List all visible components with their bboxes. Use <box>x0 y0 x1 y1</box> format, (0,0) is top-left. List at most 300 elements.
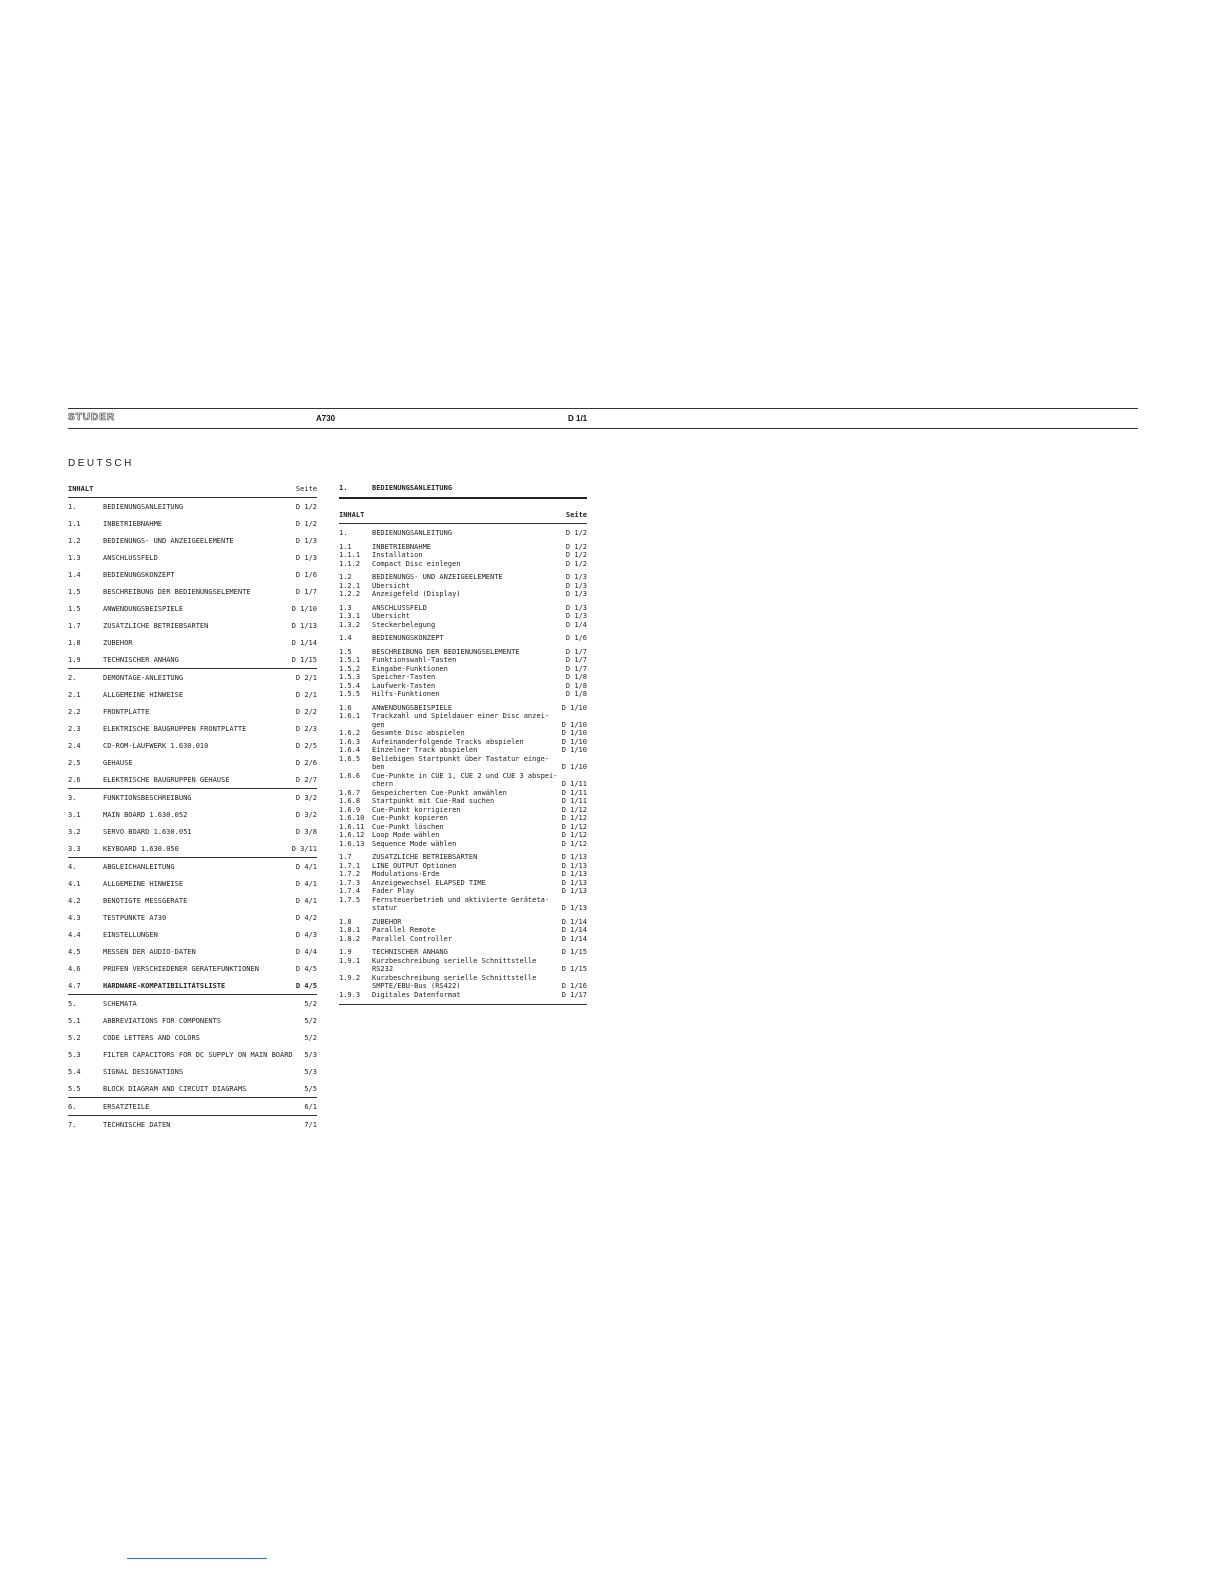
toc-page: 5/3 <box>304 1050 317 1059</box>
toc-row <box>68 600 317 617</box>
toc-page: D 1/15 <box>291 655 317 664</box>
toc-page: D 4/5 <box>295 964 317 973</box>
detail-page: D 1/12 <box>561 839 587 848</box>
detail-title: Cue-Punkte in CUE 1, CUE 2 und CUE 3 abspei- <box>372 771 558 780</box>
toc-num: 4.1 <box>68 879 81 888</box>
detail-title: gen <box>372 720 385 729</box>
detail-row <box>339 543 587 552</box>
detail-number: 1.5 <box>339 647 352 656</box>
detail-page: D 1/12 <box>561 822 587 831</box>
toc-page: D 1/7 <box>295 587 317 596</box>
detail-page <box>559 712 587 721</box>
detail-page: D 1/4 <box>565 620 587 629</box>
detail-page: D 1/3 <box>565 573 587 581</box>
detail-number <box>339 763 372 772</box>
toc-num: 1. <box>68 502 77 511</box>
detail-page: D 1/12 <box>561 814 587 822</box>
detail-number: 1.7.4 <box>339 887 361 895</box>
detail-title: Eingabe-Funktionen <box>372 664 448 673</box>
detail-title: Speicher-Tasten <box>372 673 436 681</box>
detail-header-rule <box>339 523 587 524</box>
detail-title: chern <box>372 780 394 788</box>
toc-row <box>68 771 317 788</box>
toc-num: 1.7 <box>68 621 81 630</box>
toc-page: D 2/1 <box>295 690 317 699</box>
detail-row <box>339 926 587 935</box>
detail-row <box>339 957 587 966</box>
detail-title: Trackzahl und Spieldauer einer Disc anzei- <box>372 712 550 720</box>
toc-num: 6. <box>68 1102 77 1111</box>
detail-number: 1.8.1 <box>339 926 361 934</box>
detail-end-rule <box>339 1004 587 1005</box>
detail-row <box>339 712 587 721</box>
toc-row <box>68 840 317 857</box>
toc-row <box>68 583 317 600</box>
detail-title: Compact Disc einlegen <box>372 559 461 568</box>
detail-title: Startpunkt mit Cue-Rad suchen <box>372 797 495 805</box>
detail-page: D 1/10 <box>561 737 587 746</box>
model-label: A730 <box>316 414 336 423</box>
detail-page: D 1/11 <box>561 788 587 797</box>
detail-number: 1.3 <box>339 603 352 612</box>
toc-title: BESCHREIBUNG DER BEDIENUNGSELEMENTE <box>103 587 251 596</box>
toc-page: D 4/1 <box>295 896 317 905</box>
detail-title: BEDIENUNGSANLEITUNG <box>372 529 453 537</box>
toc-num: 2.5 <box>68 758 81 767</box>
detail-number <box>339 965 372 974</box>
toc-num: 1.4 <box>68 570 81 579</box>
detail-page <box>559 772 587 781</box>
detail-title: Fader Play <box>372 887 415 895</box>
toc-title: ZUBEHÖR <box>103 638 133 647</box>
toc-title: PRÜFEN VERSCHIEDENER GERÄTEFUNKTIONEN <box>103 964 259 973</box>
detail-title: ZUSÄTZLICHE BETRIEBSARTEN <box>372 853 478 861</box>
detail-number: 1.9.1 <box>339 956 361 965</box>
toc-row <box>68 532 317 549</box>
detail-page: D 1/6 <box>565 634 587 642</box>
detail-group <box>339 529 587 538</box>
detail-row <box>339 879 587 888</box>
detail-title: Parallel Remote <box>372 926 436 934</box>
toc-page: D 2/6 <box>295 758 317 767</box>
detail-row <box>339 772 587 781</box>
detail-row <box>339 604 587 613</box>
detail-title: Übersicht <box>372 612 410 620</box>
toc-row <box>68 1046 317 1063</box>
detail-title: BEDIENUNGS- UND ANZEIGEELEMENTE <box>372 573 503 581</box>
detail-title: Digitales Datenformat <box>372 990 461 999</box>
detail-title: ben <box>372 763 385 771</box>
toc-title: EINSTELLUNGEN <box>103 930 158 939</box>
toc-num: 1.5 <box>68 604 81 613</box>
detail-title: Übersicht <box>372 581 410 590</box>
toc-page: D 4/1 <box>295 862 317 871</box>
detail-page-heading: Seite <box>565 511 587 519</box>
detail-title: Cue-Punkt löschen <box>372 822 444 831</box>
toc-page: D 1/2 <box>295 519 317 528</box>
detail-page <box>559 957 587 966</box>
toc-num: 2. <box>68 673 77 682</box>
detail-page: D 1/2 <box>565 542 587 551</box>
toc-row <box>68 754 317 771</box>
detail-number: 1.5.2 <box>339 664 361 673</box>
toc-row <box>68 909 317 926</box>
toc-row <box>68 634 317 651</box>
toc-row <box>68 892 317 909</box>
detail-page: D 1/12 <box>561 831 587 839</box>
toc-title: ABGLEICHANLEITUNG <box>103 862 175 871</box>
detail-groups <box>339 529 587 999</box>
detail-title: Einzelner Track abspielen <box>372 746 478 754</box>
detail-row <box>339 870 587 879</box>
toc-page: D 3/2 <box>295 810 317 819</box>
detail-row <box>339 634 587 643</box>
detail-number: 1.5.5 <box>339 690 361 698</box>
detail-number <box>339 982 372 991</box>
detail-row <box>339 948 587 957</box>
toc-row <box>68 651 317 668</box>
detail-page: D 1/15 <box>561 948 587 956</box>
toc-row <box>68 686 317 703</box>
detail-number: 1.6.8 <box>339 797 361 805</box>
detail-title: Sequence Mode wählen <box>372 839 457 848</box>
detail-row <box>339 814 587 823</box>
toc-num: 2.1 <box>68 690 81 699</box>
detail-page: D 1/13 <box>561 861 587 870</box>
toc-title: BENÖTIGTE MESSGERÄTE <box>103 896 188 905</box>
detail-header-row <box>339 509 587 521</box>
toc-row <box>68 1029 317 1046</box>
toc-num: 4.2 <box>68 896 81 905</box>
detail-group <box>339 543 587 569</box>
toc-page: D 1/3 <box>295 553 317 562</box>
detail-title: Gespeicherten Cue-Punkt anwählen <box>372 788 507 797</box>
detail-title: Beliebigen Startpunkt über Tastatur einge- <box>372 754 550 763</box>
toc-title: CD-ROM-LAUFWERK 1.630.010 <box>103 741 209 750</box>
detail-page: D 1/2 <box>565 551 587 559</box>
detail-row <box>339 721 587 730</box>
toc-num: 1.8 <box>68 638 81 647</box>
detail-group <box>339 853 587 913</box>
toc-title: KEYBOARD 1.630.050 <box>103 844 179 853</box>
toc-title: TESTPUNKTE A730 <box>103 913 167 922</box>
detail-title: ANWENDUNGSBEISPIELE <box>372 703 453 712</box>
detail-page <box>559 896 587 905</box>
detail-title: BEDIENUNGSKONZEPT <box>372 634 444 642</box>
detail-group <box>339 918 587 944</box>
detail-page: D 1/13 <box>561 904 587 912</box>
detail-number: 1.5.1 <box>339 656 361 664</box>
toc-num: 5. <box>68 999 77 1008</box>
detail-row <box>339 806 587 815</box>
toc-page: D 3/11 <box>291 844 317 853</box>
detail-row <box>339 789 587 798</box>
detail-page: D 1/7 <box>565 656 587 664</box>
toc-num: 5.4 <box>68 1067 81 1076</box>
detail-group <box>339 604 587 630</box>
detail-page: D 1/16 <box>561 982 587 990</box>
detail-page: D 1/3 <box>565 603 587 612</box>
detail-row <box>339 763 587 772</box>
toc-num: 5.1 <box>68 1016 81 1025</box>
detail-page: D 1/11 <box>561 780 587 788</box>
toc-title: SERVO BOARD 1.630.051 <box>103 827 192 836</box>
toc-row <box>68 806 317 823</box>
toc-num: 2.4 <box>68 741 81 750</box>
detail-row <box>339 965 587 974</box>
detail-page: D 1/8 <box>565 690 587 698</box>
detail-number: 1.3.1 <box>339 612 361 620</box>
toc-title: FILTER CAPACITORS FOR DC SUPPLY ON MAIN BOARD <box>103 1050 293 1059</box>
detail-number: 1.6.3 <box>339 737 361 746</box>
detail-page: D 1/14 <box>561 934 587 943</box>
detail-number: 1.7.1 <box>339 861 361 870</box>
detail-row <box>339 690 587 699</box>
toc-num: 2.3 <box>68 724 81 733</box>
detail-title: Laufwerk-Tasten <box>372 681 436 690</box>
footer-link-underline <box>127 1558 267 1559</box>
toc-title: GEHÄUSE <box>103 758 133 767</box>
toc-row <box>68 823 317 840</box>
toc-row <box>68 943 317 960</box>
section-title-row <box>339 481 587 495</box>
toc-title: BLOCK DIAGRAM AND CIRCUIT DIAGRAMS <box>103 1084 247 1093</box>
toc-title: MAIN BOARD 1.630.052 <box>103 810 188 819</box>
detail-row <box>339 840 587 849</box>
detail-title: Modulations-Erde <box>372 870 440 878</box>
detail-number: 1.6.12 <box>339 831 365 839</box>
toc-num: 4.4 <box>68 930 81 939</box>
detail-number: 1.6.9 <box>339 805 361 814</box>
detail-title: Steckerbelegung <box>372 620 436 629</box>
toc-title: ALLGEMEINE HINWEISE <box>103 879 184 888</box>
detail-page: D 1/17 <box>561 990 587 999</box>
detail-page: D 1/10 <box>561 729 587 737</box>
language-heading: DEUTSCH <box>68 458 134 469</box>
toc-page: D 1/6 <box>295 570 317 579</box>
toc-title: FUNKTIONSBESCHREIBUNG <box>103 793 192 802</box>
detail-number: 1.1.2 <box>339 559 361 568</box>
detail-group <box>339 634 587 643</box>
toc-num: 3.3 <box>68 844 81 853</box>
detail-number <box>339 721 372 730</box>
toc-title: BEDIENUNGS- UND ANZEIGEELEMENTE <box>103 536 234 545</box>
detail-number: 1.8.2 <box>339 934 361 943</box>
toc-row <box>68 720 317 737</box>
detail-row <box>339 991 587 1000</box>
toc-page: 5/3 <box>304 1067 317 1076</box>
detail-row <box>339 974 587 983</box>
detail-number: 1.4 <box>339 634 352 642</box>
detail-row <box>339 738 587 747</box>
toc-page: D 4/1 <box>295 879 317 888</box>
detail-row <box>339 656 587 665</box>
toc-page: D 4/3 <box>295 930 317 939</box>
detail-number: 1.6.6 <box>339 771 361 780</box>
detail-row <box>339 665 587 674</box>
detail-row <box>339 729 587 738</box>
toc-title: ERSATZTEILE <box>103 1102 150 1111</box>
detail-page: D 1/7 <box>565 664 587 673</box>
section-rule <box>339 497 587 499</box>
detail-page <box>559 974 587 983</box>
detail-number: 1.2 <box>339 573 352 581</box>
toc-row <box>68 515 317 532</box>
toc-row <box>68 977 317 994</box>
detail-row <box>339 682 587 691</box>
toc-num: 2.6 <box>68 775 81 784</box>
detail-row <box>339 904 587 913</box>
detail-page: D 1/3 <box>565 612 587 620</box>
toc-page: D 1/2 <box>295 502 317 511</box>
toc-page: D 4/2 <box>295 913 317 922</box>
detail-row <box>339 862 587 871</box>
detail-number: 1.5.4 <box>339 681 361 690</box>
toc-page: 7/1 <box>304 1120 317 1129</box>
detail-number: 1.7.2 <box>339 870 361 878</box>
toc-page: 5/2 <box>304 1016 317 1025</box>
toc-num: 4.5 <box>68 947 81 956</box>
detail-page: D 1/12 <box>561 805 587 814</box>
detail-title: SMPTE/EBU-Bus (RS422) <box>372 982 461 990</box>
toc-title: ANWENDUNGSBEISPIELE <box>103 604 184 613</box>
detail-number: 1.6.7 <box>339 788 361 797</box>
detail-title: INBETRIEBNAHME <box>372 542 432 551</box>
toc-title: SIGNAL DESIGNATIONS <box>103 1067 184 1076</box>
header-top-rule <box>68 408 1138 409</box>
detail-title: Parallel Controller <box>372 934 453 943</box>
detail-number: 1.6 <box>339 703 352 712</box>
toc-num: 4.7 <box>68 981 81 990</box>
detail-page: D 1/14 <box>561 917 587 926</box>
toc-row <box>68 668 317 686</box>
toc-title: FRONTPLATTE <box>103 707 150 716</box>
toc-page: 6/1 <box>304 1102 317 1111</box>
toc-page: D 2/1 <box>295 673 317 682</box>
toc-row <box>68 1097 317 1115</box>
detail-number: 1.9.2 <box>339 973 361 982</box>
detail-page: D 1/7 <box>565 647 587 656</box>
toc-title: ZUSÄTZLICHE BETRIEBSARTEN <box>103 621 209 630</box>
toc-title: MESSEN DER AUDIO-DATEN <box>103 947 196 956</box>
detail-number: 1.7.5 <box>339 895 361 904</box>
toc-num: 1.1 <box>68 519 81 528</box>
detail-page: D 1/13 <box>561 887 587 895</box>
detail-page: D 1/3 <box>565 590 587 598</box>
toc-row <box>68 1063 317 1080</box>
toc-page: D 4/5 <box>295 981 317 990</box>
toc-num: 1.3 <box>68 553 81 562</box>
detail-number: 1.9 <box>339 948 352 956</box>
detail-number: 1.8 <box>339 917 352 926</box>
toc-page: D 1/13 <box>291 621 317 630</box>
toc-page: D 1/14 <box>291 638 317 647</box>
detail-row <box>339 831 587 840</box>
detail-title: Cue-Punkt kopieren <box>372 814 448 822</box>
detail-row <box>339 551 587 560</box>
toc-num: 4.6 <box>68 964 81 973</box>
toc-row <box>68 1012 317 1029</box>
detail-number: 1.3.2 <box>339 620 361 629</box>
detail-title: Loop Mode wählen <box>372 831 440 839</box>
detail-page: D 1/2 <box>565 529 587 537</box>
toc-num: 5.5 <box>68 1084 81 1093</box>
detail-number: 1.6.11 <box>339 822 365 831</box>
detail-number: 1.6.10 <box>339 814 365 822</box>
toc-title: ELEKTRISCHE BAUGRUPPEN FRONTPLATTE <box>103 724 247 733</box>
detail-number: 1.7.3 <box>339 878 361 887</box>
detail-title: Anzeigewechsel ELAPSED TIME <box>372 878 486 887</box>
detail-row <box>339 755 587 764</box>
toc-row <box>68 617 317 634</box>
detail-row <box>339 560 587 569</box>
toc-title: INBETRIEBNAHME <box>103 519 163 528</box>
toc-page: D 3/8 <box>295 827 317 836</box>
detail-row <box>339 582 587 591</box>
detail-row <box>339 780 587 789</box>
detail-number: 1.6.4 <box>339 746 361 754</box>
detail-title: Funktionswahl-Tasten <box>372 656 457 664</box>
detail-number: 1.6.5 <box>339 754 361 763</box>
toc-row <box>68 926 317 943</box>
toc-page: D 1/3 <box>295 536 317 545</box>
toc-title: CODE LETTERS AND COLORS <box>103 1033 200 1042</box>
detail-group <box>339 948 587 999</box>
toc-num: 3. <box>68 793 77 802</box>
toc-num: 7. <box>68 1120 77 1129</box>
toc-header-row <box>68 481 317 498</box>
toc-row <box>68 875 317 892</box>
toc-row <box>68 994 317 1012</box>
detail-page: D 1/13 <box>561 878 587 887</box>
detail-page: D 1/11 <box>561 797 587 805</box>
detail-number: 1.7 <box>339 853 352 861</box>
detail-title: Kurzbeschreibung serielle Schnittstelle <box>372 956 537 965</box>
header-bottom-rule <box>68 428 1138 429</box>
detail-title: TECHNISCHER ANHANG <box>372 948 448 956</box>
detail-row <box>339 853 587 862</box>
detail-row <box>339 673 587 682</box>
detail-row <box>339 823 587 832</box>
toc-page: 5/5 <box>304 1084 317 1093</box>
detail-row <box>339 621 587 630</box>
toc-title: TECHNISCHE DATEN <box>103 1120 171 1129</box>
detail-page: D 1/10 <box>561 720 587 729</box>
detail-number: 1. <box>339 529 348 537</box>
toc-num: 4. <box>68 862 77 871</box>
detail-number: 1.9.3 <box>339 990 361 999</box>
detail-title: Gesamte Disc abspielen <box>372 729 465 737</box>
detail-title: RS232 <box>372 965 394 973</box>
toc-page: D 2/7 <box>295 775 317 784</box>
detail-page: D 1/10 <box>561 746 587 754</box>
toc-row <box>68 788 317 806</box>
detail-title: Aufeinanderfolgende Tracks abspielen <box>372 737 524 746</box>
toc-title: TECHNISCHER ANHANG <box>103 655 179 664</box>
toc-row <box>68 549 317 566</box>
detail-title: LINE OUTPUT Optionen <box>372 861 457 870</box>
toc-row <box>68 703 317 720</box>
detail-title: Installation <box>372 551 423 559</box>
detail-row <box>339 648 587 657</box>
section-title: BEDIENUNGSANLEITUNG <box>372 484 453 492</box>
toc-title: DEMONTAGE-ANLEITUNG <box>103 673 184 682</box>
toc-row <box>68 960 317 977</box>
toc-row <box>68 566 317 583</box>
toc-page: 5/2 <box>304 999 317 1008</box>
toc-row <box>68 1115 317 1133</box>
detail-number: 1.2.1 <box>339 581 361 590</box>
